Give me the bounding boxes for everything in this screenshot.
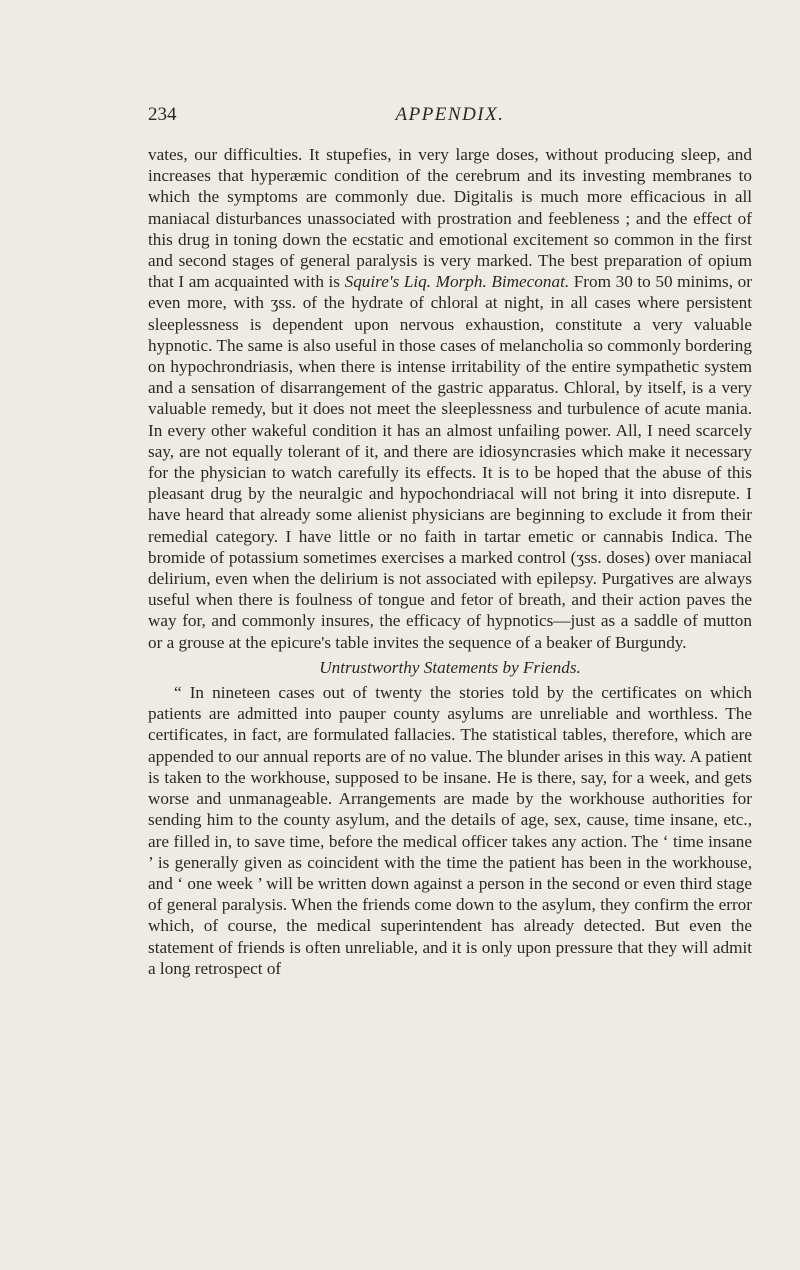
- running-title: APPENDIX.: [395, 104, 505, 125]
- paragraph-untrustworthy-statements: “ In nineteen cases out of twenty the stories told by the certificates on which patients are admitted into pauper county asylums are unreliable and worthless. The certificates, in fact, are formulated fallacies. The statistical tables, therefore, which are appended to our annual reports are of no value. The blunder arises in this way. A patient is taken to the workhouse, supposed to be insane. He is there, say, for a week, and gets worse and unmanageable. Arrangements are made by the workhouse authorities for sending him to the county asylum, and the details of age, sex, cause, time insane, etc., are filled in, to save time, before the medical officer takes any action. The ‘ time insane ’ is generally given as coincident with the time the patient has been in the workhouse, and ‘ one week ’ will be written down against a person in the second or even third stage of general paralysis. When the friends come down to the asylum, they confirm the error which, of course, the medical superintendent has already detected. But even the statement of friends is often unreliable, and it is only upon pressure that they will admit a long retrospect of: [148, 683, 752, 978]
- paragraph-opium-chloral: [148, 144, 752, 653]
- paragraph-1-text-1: vates, our difficulties. It stupefies, in very large doses, without producing sleep, and increases that hyperæmic condition of the cerebrum and its investing membranes to which the symptoms are commonly due. Digitalis is much more efficacious in all maniacal disturbances unassociated with prostration and feebleness ; and the effect of this drug in toning down the ecstatic and emotional excitement so common in the first and second stages of general paralysis is very marked. The best preparation of opium that I am acquainted with is: [148, 145, 752, 292]
- section-heading: Untrustworthy Statements by Friends.: [319, 657, 581, 677]
- page-number: 234: [148, 104, 177, 125]
- body-text: [148, 144, 752, 979]
- running-head: [148, 104, 752, 134]
- paragraph-1-text-2: From 30 to 50 minims, or even more, with ʒss. of the hydrate of chloral at night, in all cases where persistent sleeplessness is dependent upon nervous exhaustion, constitute a very valuable hypnotic. The same is also useful in those cases of melancholia so commonly bordering on hypochrondriasis, when there is intense irritability of the entire sympathetic system and a sensation of disarrangement of the gastric apparatus. Chloral, by itself, is a very valuable remedy, but it does not meet the sleeplessness and turbulence of acute mania. In every other wakeful condition it has an almost unfailing power. All, I need scarcely say, are not equally tolerant of it, and there are idiosyncrasies which make it necessary for the physician to watch carefully its effects. It is to be hoped that the abuse of this pleasant drug by the neuralgic and hypochondriacal will not bring it into disrepute. I have heard that already some alienist physicians are beginning to exclude it from their remedial category. I have little or no faith in tartar emetic or cannabis Indica. The bromide of potassium sometimes exercises a marked control (ʒss. doses) over maniacal delirium, even when the delirium is not associated with epilepsy. Purgatives are always useful when there is foulness of tongue and fetor of breath, and their action paves the way for, and commonly insures, the efficacy of hypnotics—just as a saddle of mutton or a grouse at the epicure's table invites the sequence of a beaker of Burgundy.: [148, 272, 752, 652]
- preparation-name: Squire's Liq. Morph. Bimeconat.: [344, 272, 570, 292]
